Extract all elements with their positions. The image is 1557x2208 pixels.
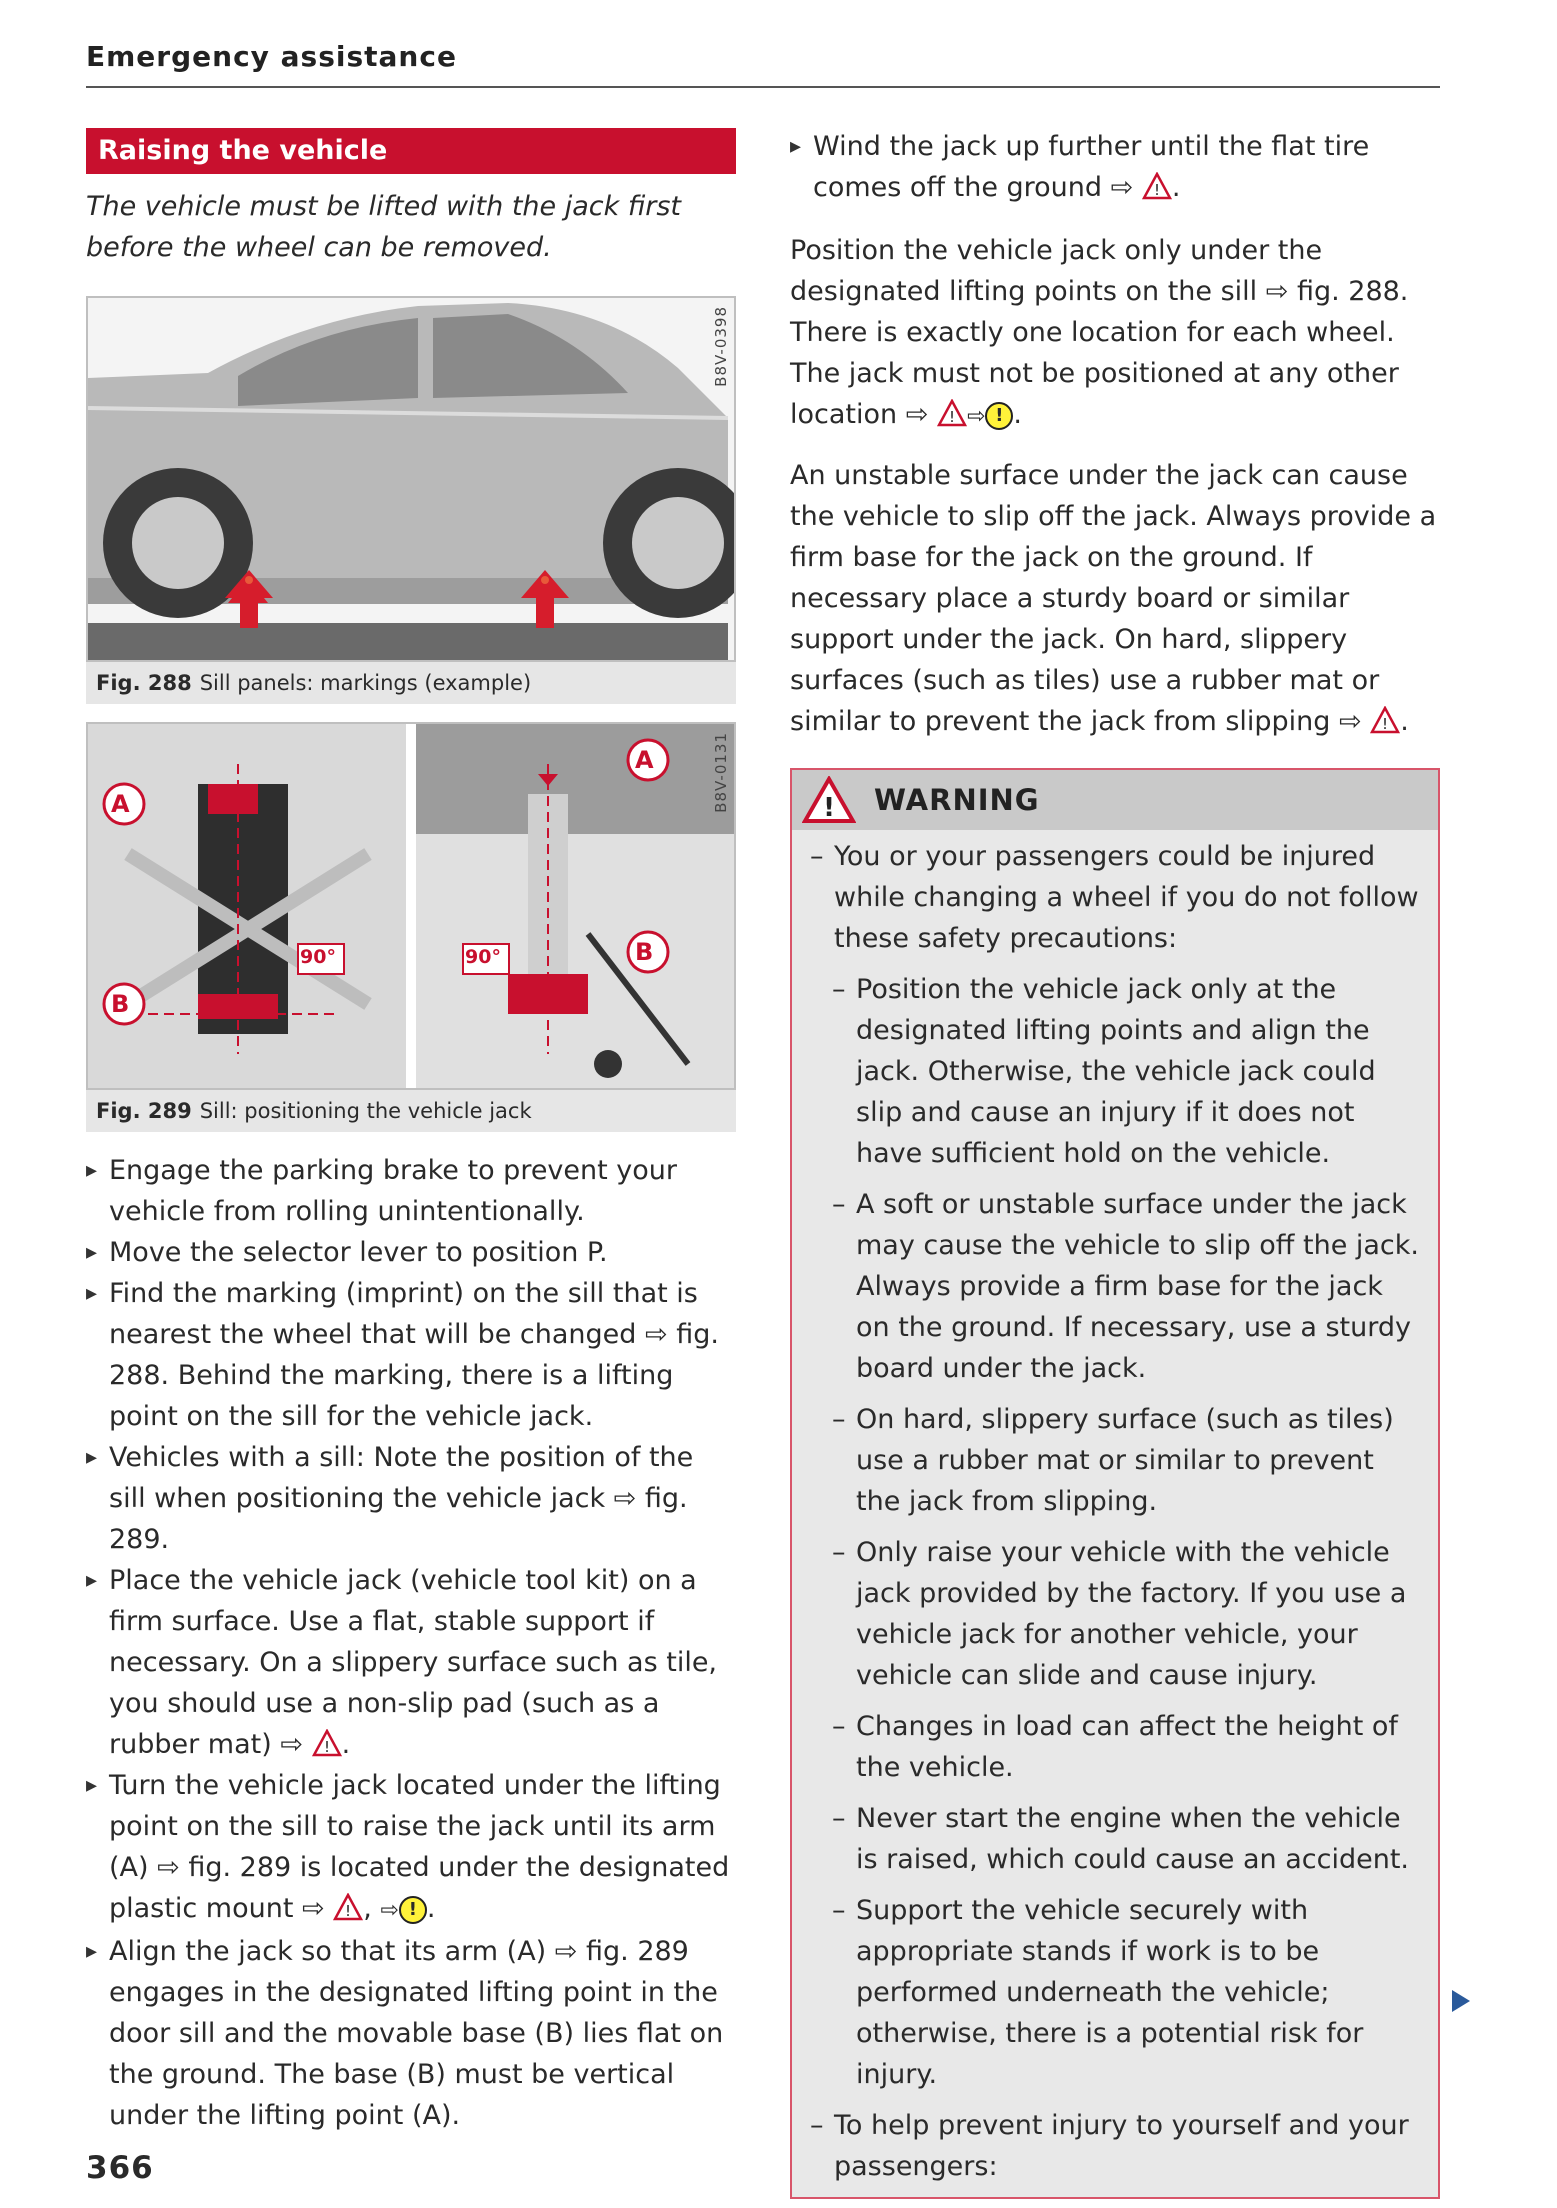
figure-288: [86, 296, 736, 704]
arrow-right-icon: ⇨: [966, 404, 986, 429]
svg-text:!: !: [1382, 715, 1389, 733]
svg-text:!: !: [323, 1738, 330, 1756]
warning-title: WARNING: [874, 783, 1040, 817]
label-90-right: 90°: [465, 946, 501, 968]
warning-item: – To help prevent injury to yourself and your passengers:: [810, 2105, 1424, 2187]
section-title: Raising the vehicle: [86, 128, 736, 174]
step-4-text: Vehicles with a sill: Note the position of the sill when positioning the vehicle jack ⇨ fig. 289.: [109, 1442, 694, 1555]
step-1: [86, 1150, 736, 1232]
svg-text:!: !: [823, 793, 835, 823]
figure-288-caption: [86, 662, 736, 704]
warning-triangle-icon[interactable]: [937, 399, 967, 427]
label-a-left: A: [111, 790, 130, 818]
page-number: 366: [86, 2150, 154, 2186]
step-3: [86, 1273, 736, 1437]
warning-subitem: – Only raise your vehicle with the vehicle jack provided by the factory. If you use a vehicle jack for another vehicle, your vehicle can slide and cause injury.: [810, 1532, 1424, 1696]
warning-subitem: – On hard, slippery surface (such as tiles) use a rubber mat or similar to prevent the jack from slipping.: [810, 1399, 1424, 1522]
warning-triangle-icon[interactable]: [312, 1729, 342, 1757]
step-4: [86, 1437, 736, 1560]
step-1-text: Engage the parking brake to prevent your vehicle from rolling unintentionally.: [109, 1155, 678, 1227]
figure-288-image: [86, 296, 736, 662]
paragraph-2-text: An unstable surface under the jack can cause the vehicle to slip off the jack. Always provide a firm base for the jack on the ground. If necessary place a sturdy board or similar support under the jack. On hard, slippery surfaces (such as tiles) use a rubber mat or similar to prevent the jack from slipping ⇨: [790, 460, 1437, 737]
step-7: [86, 1931, 736, 2136]
car-side-illustration: [88, 298, 734, 660]
header-title: Emergency assistance: [86, 40, 457, 73]
right-column: [790, 126, 1440, 2199]
step-7-text: Align the jack so that its arm (A) ⇨ fig. 289 engages in the designated lifting point in the door sill and the movable base (B) lies flat on the ground. The base (B) must be vertical under the lifting point (A).: [109, 1936, 724, 2131]
page-header: [86, 40, 1440, 88]
paragraph-1-text: Position the vehicle jack only under the designated lifting points on the sill ⇨ fig. 288. There is exactly one location for each wheel. The jack must not be positioned at any other location ⇨: [790, 235, 1409, 430]
warning-body: [792, 830, 1438, 2197]
label-b-left: B: [111, 990, 130, 1018]
left-column: [86, 128, 736, 2136]
steps-list-left: [86, 1150, 736, 2136]
step-8-text: Wind the jack up further until the flat tire comes off the ground ⇨: [813, 131, 1370, 203]
figure-288-text: Sill panels: markings (example): [199, 671, 532, 695]
jack-positioning-illustration: [88, 724, 734, 1088]
svg-text:!: !: [948, 408, 955, 426]
warning-subitem: – Changes in load can affect the height of the vehicle.: [810, 1706, 1424, 1788]
step-3-text: Find the marking (imprint) on the sill that is nearest the wheel that will be changed ⇨ fig. 288. Behind the marking, there is a lifting point on the sill for the vehicle jack.: [109, 1278, 719, 1432]
warning-subitem: – Position the vehicle jack only at the designated lifting points and align the jack. Otherwise, the vehicle jack could slip and cause an injury if it does not have sufficient hold on the vehicle.: [810, 969, 1424, 1174]
step-5: ▸ Place the vehicle jack (vehicle tool kit) on a firm surface. Use a flat, stable support if necessary. On a slippery surface such as tile, you should use a non-slip pad (such as a rubber mat) ⇨ ! .: [86, 1560, 736, 1765]
section-intro: The vehicle must be lifted with the jack first before the wheel can be removed.: [86, 191, 682, 263]
steps-list-right: [790, 126, 1440, 208]
note-circle-icon[interactable]: !: [399, 1896, 427, 1924]
svg-text:!: !: [345, 1902, 352, 1920]
warning-item: – You or your passengers could be injured while changing a wheel if you do not follow these safety precautions:: [810, 836, 1424, 959]
figure-289-caption: [86, 1090, 736, 1132]
step-5-text: Place the vehicle jack (vehicle tool kit) on a firm surface. Use a flat, stable support if necessary. On a slippery surface such as tile, you should use a non-slip pad (such as a rubber mat) ⇨: [109, 1565, 718, 1760]
step-6-text: Turn the vehicle jack located under the lifting point on the sill to raise the jack until its arm (A) ⇨ fig. 289 is located under the designated plastic mount ⇨: [109, 1770, 730, 1924]
warning-triangle-icon: [802, 776, 856, 824]
label-90-left: 90°: [300, 946, 336, 968]
warning-triangle-icon[interactable]: [1370, 706, 1400, 734]
figure-289-id: B8V-0131: [712, 732, 730, 813]
step-8: ▸ Wind the jack up further until the flat tire comes off the ground ⇨ ! .: [790, 126, 1440, 208]
figure-289-text: Sill: positioning the vehicle jack: [199, 1099, 532, 1123]
warning-subitem: – Support the vehicle securely with appropriate stands if work is to be performed underneath the vehicle; otherwise, there is a potential risk for injury.: [810, 1890, 1424, 2095]
warning-triangle-icon[interactable]: [1142, 172, 1172, 200]
paragraph-unstable-surface: An unstable surface under the jack can cause the vehicle to slip off the jack. Always provide a firm base for the jack on the ground. If necessary place a sturdy board or similar support under the jack. On hard, slippery surfaces (such as tiles) use a rubber mat or similar to prevent the jack from slipping ⇨ ! .: [790, 460, 1437, 737]
continue-arrow-icon[interactable]: [1452, 1990, 1470, 2012]
step-6: ▸ Turn the vehicle jack located under the lifting point on the sill to raise the jack until its arm (A) ⇨ fig. 289 is located under the designated plastic mount ⇨ ! , ⇨ ! .: [86, 1765, 736, 1931]
figure-289-image: [86, 722, 736, 1090]
paragraph-lifting-points: Position the vehicle jack only under the designated lifting points on the sill ⇨ fig. 288. There is exactly one location for each wheel. The jack must not be positioned at any other location ⇨ ! ⇨ ! .: [790, 235, 1409, 430]
warning-box: [790, 768, 1440, 2199]
figure-289: [86, 722, 736, 1132]
figure-288-number: Fig. 288: [96, 671, 192, 695]
arrow-right-icon: ⇨: [380, 1898, 399, 1923]
step-2: [86, 1232, 736, 1273]
warning-subitem: – A soft or unstable surface under the jack may cause the vehicle to slip off the jack. Always provide a firm base for the jack on the ground. If necessary, use a sturdy board under the jack.: [810, 1184, 1424, 1389]
label-a-right: A: [635, 746, 654, 774]
figure-288-id: B8V-0398: [712, 306, 730, 387]
warning-triangle-icon[interactable]: [333, 1893, 363, 1921]
note-circle-icon[interactable]: !: [985, 402, 1013, 430]
svg-text:!: !: [1153, 181, 1160, 199]
step-2-text: Move the selector lever to position P.: [109, 1237, 608, 1268]
label-b-right: B: [635, 938, 654, 966]
warning-header: [792, 770, 1438, 830]
figure-289-number: Fig. 289: [96, 1099, 192, 1123]
warning-subitem: – Never start the engine when the vehicle is raised, which could cause an accident.: [810, 1798, 1424, 1880]
